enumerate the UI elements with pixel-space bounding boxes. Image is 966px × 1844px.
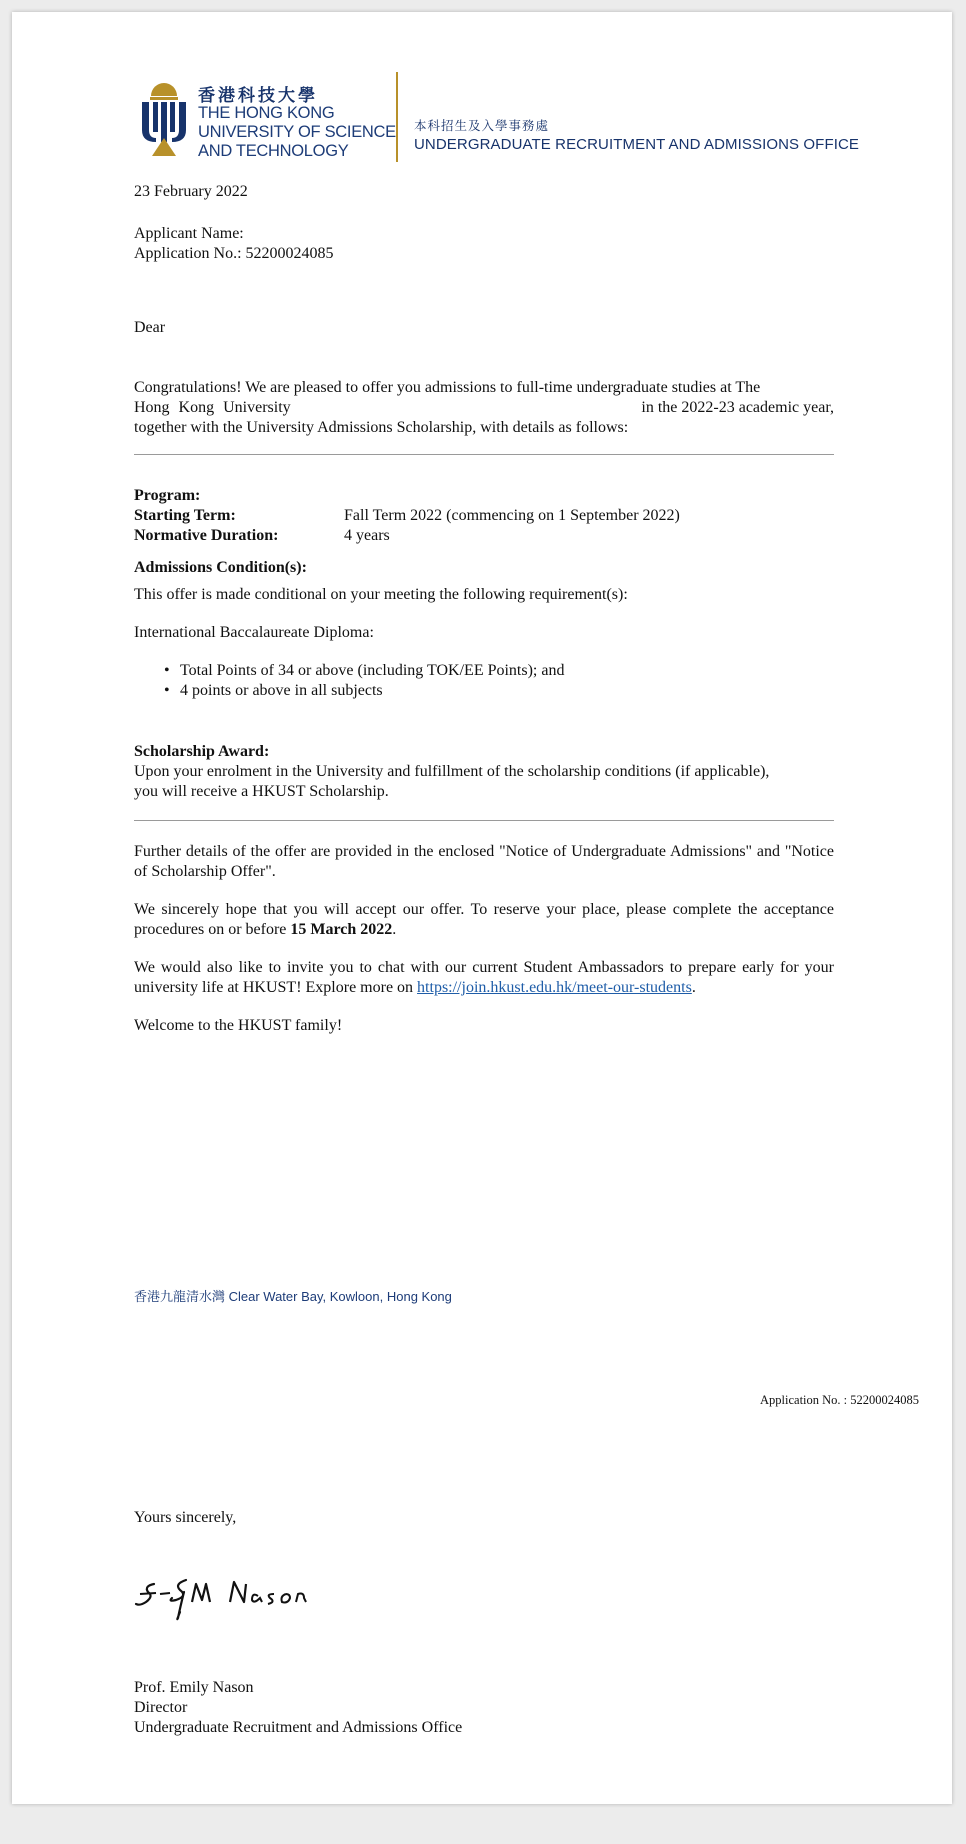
office-name-en: UNDERGRADUATE RECRUITMENT AND ADMISSIONS OFFICE [414,136,860,153]
scholarship-heading: Scholarship Award: [134,743,270,760]
duration-label: Normative Duration: [134,527,279,544]
signature-image [134,1562,334,1622]
salutation: Dear [134,319,166,336]
starting-term-value: Fall Term 2022 (commencing on 1 September 2022) [344,507,680,524]
program-label: Program: [134,487,201,504]
acceptance-paragraph: We sincerely hope that you will accept our offer. To reserve your place, please complete the acceptance procedures on or before 15 March 2022. [134,901,834,938]
section-divider [134,820,834,821]
footer-address: 香港九龍清水灣 Clear Water Bay, Kowloon, Hong Kong [134,1289,452,1304]
qualification: International Baccalaureate Diploma: [134,624,374,641]
signatory-office: Undergraduate Recruitment and Admissions Office [134,1719,463,1736]
list-item: • 4 points or above in all subjects [180,681,564,701]
office-name-cn: 本科招生及入學事務處 [414,118,550,133]
university-name-en: THE HONG KONG UNIVERSITY OF SCIENCE AND TECHNOLOGY [198,104,396,160]
intro-paragraph: Congratulations! We are pleased to offer you admissions to full-time undergraduate studies at The Hong Kong University in the 2022-23 academic year, together with the University Admissions Scholarship, with details as follows: [134,379,834,436]
conditions-intro: This offer is made conditional on your meeting the following requirement(s): [134,586,628,603]
page-application-number: Application No. : 52200024085 [760,1393,920,1407]
condition-list [134,661,564,701]
section-divider [134,454,834,455]
welcome-line: Welcome to the HKUST family! [134,1017,343,1034]
details-paragraph: Further details of the offer are provided in the enclosed "Notice of Undergraduate Admissions" and "Notice of Scholarship Offer". [134,843,834,880]
application-number: Application No.: 52200024085 [134,245,334,262]
list-item: • Total Points of 34 or above (including TOK/EE Points); and [180,661,564,681]
conditions-heading: Admissions Condition(s): [134,559,307,576]
university-name-cn: 香港科技大學 [198,86,318,106]
signatory-title: Director [134,1699,188,1716]
duration-value: 4 years [344,527,390,544]
letter-page [12,12,952,1804]
signoff: Yours sincerely, [134,1509,237,1526]
signatory-block [134,1678,462,1738]
header-divider [396,72,398,162]
signatory-name: Prof. Emily Nason [134,1679,254,1696]
scholarship-text: Upon your enrolment in the University and fulfillment of the scholarship conditions (if applicable), you will receive a HKUST Scholarship. [134,763,770,800]
hkust-emblem-icon [139,72,189,160]
meet-students-link[interactable]: https://join.hkust.edu.hk/meet-our-students [417,979,692,996]
applicant-name-label: Applicant Name: [134,225,244,242]
starting-term-label: Starting Term: [134,507,236,524]
letter-date: 23 February 2022 [134,183,248,200]
deadline-date: 15 March 2022 [290,921,393,938]
ambassadors-paragraph: We would also like to invite you to chat with our current Student Ambassadors to prepare early for your university life at HKUST! Explore more on https://join.hkust.edu.hk/meet-our-students. [134,959,834,996]
